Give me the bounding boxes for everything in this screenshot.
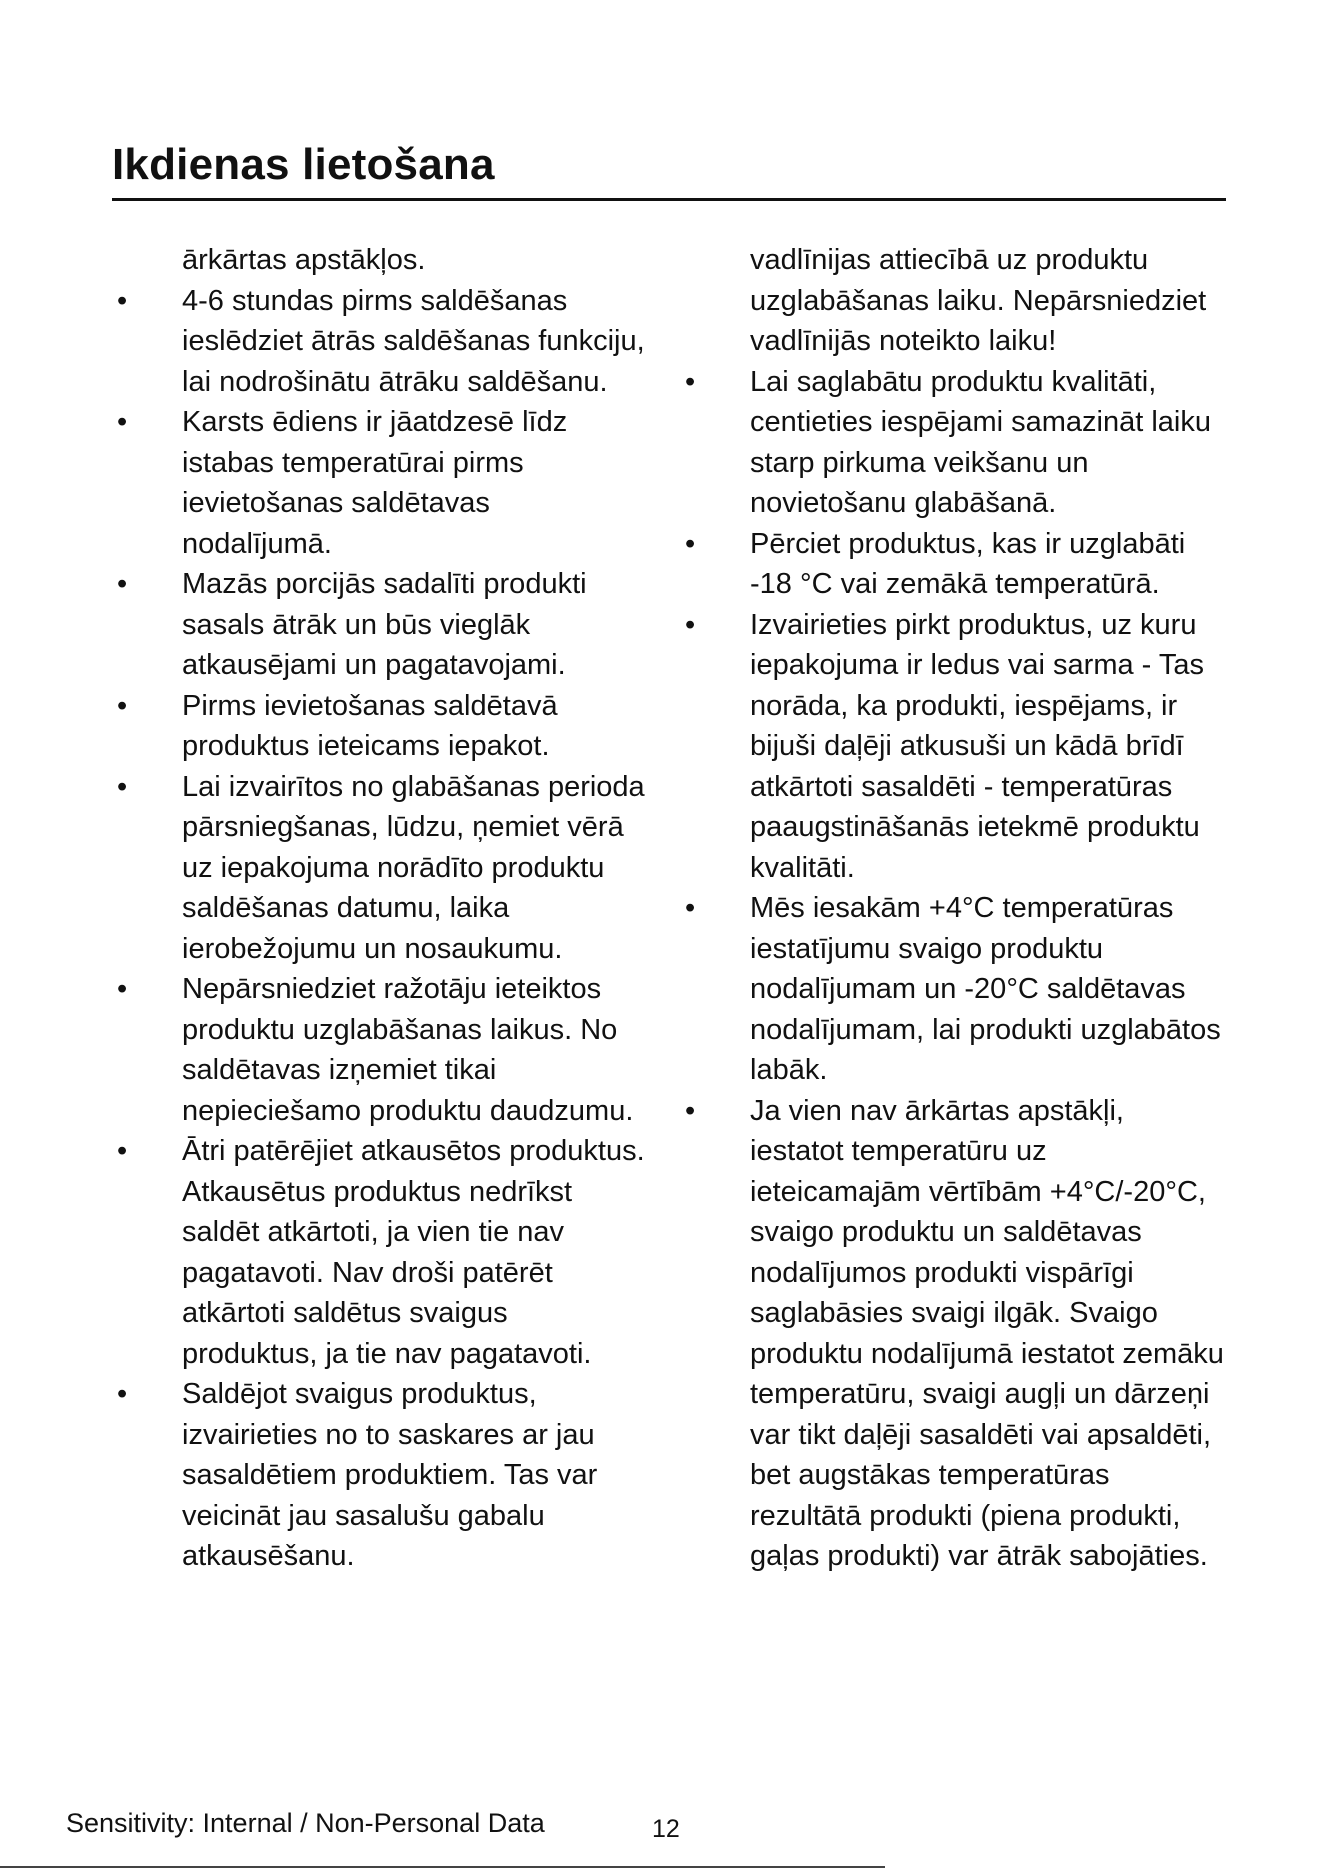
right-lead-text: vadlīnijas attiecībā uz produktu uzglabāšanas laiku. Nepārsniedziet vadlīnijās noteikto laiku! (750, 244, 1207, 357)
page-number: 12 (652, 1815, 680, 1843)
list-item-text: Karsts ēdiens ir jāatdzesē līdz istabas temperatūrai pirms ievietošanas saldētavas nodalījumā. (182, 406, 568, 560)
list-item-text: Ātri patērējiet atkausētos produktus. Atkausētus produktus nedrīkst saldēt atkārtoti, ja vien tie nav pagatavoti. Nav droši patērēt atkārtoti saldētus svaigus produktus, ja tie nav pagatavoti. (182, 1135, 645, 1370)
list-item-text: 4-6 stundas pirms saldēšanas ieslēdziet ātrās saldēšanas funkciju, lai nodrošinātu ātrāku saldēšanu. (182, 284, 645, 398)
bullet-icon: • (117, 1135, 128, 1167)
list-item-text: Saldējot svaigus produktus, izvairieties no to saskares ar jau sasaldētiem produktiem. Tas var veicināt jau sasalušu gabalu atkausēšanu. (182, 1378, 598, 1572)
bullet-icon: • (117, 568, 128, 600)
list-item (117, 402, 647, 564)
bullet-icon: • (117, 1378, 128, 1410)
footer-divider (0, 1866, 885, 1868)
list-item-text: Izvairieties pirkt produktus, uz kuru iepakojuma ir ledus vai sarma - Tas norāda, ka produkti, iespējams, ir bijuši daļēji atkusuši un kādā brīdī atkārtoti sasaldēti - temperatūras paaugstināšanās ietekmē produktu kvalitāti. (750, 608, 1204, 884)
list-item (685, 888, 1225, 1091)
sensitivity-label: Sensitivity: Internal / Non-Personal Data (66, 1808, 545, 1838)
list-item (685, 1091, 1225, 1577)
list-item (685, 362, 1225, 524)
list-item-text: Pērciet produktus, kas ir uzglabāti -18 °C vai zemākā temperatūrā. (750, 527, 1186, 600)
left-column (117, 240, 647, 1577)
list-item (117, 281, 647, 403)
list-item-text: Mēs iesakām +4°C temperatūras iestatījumu svaigo produktu nodalījumam un -20°C saldētavas nodalījumam, lai produkti uzglabātos labāk. (750, 892, 1221, 1086)
list-item (117, 1374, 647, 1577)
list-item-text: Lai saglabātu produktu kvalitāti, centieties iespējami samazināt laiku starp pirkuma veikšanu un novietošanu glabāšanā. (750, 365, 1211, 519)
list-item-text: Lai izvairītos no glabāšanas perioda pārsniegšanas, lūdzu, ņemiet vērā uz iepakojuma norādīto produktu saldēšanas datumu, laika ierobežojumu un nosaukumu. (182, 770, 645, 965)
list-item-text: Mazās porcijās sadalīti produkti sasals ātrāk un būs vieglāk atkausējami un pagatavojami. (182, 568, 587, 681)
bullet-icon: • (685, 365, 696, 398)
bullet-icon: • (685, 527, 696, 560)
right-column (685, 240, 1225, 1577)
list-item-text: Pirms ievietošanas saldētavā produktus ieteicams iepakot. (182, 689, 558, 762)
list-item-text: Nepārsniedziet ražotāju ieteiktos produktu uzglabāšanas laikus. No saldētavas izņemiet tikai nepieciešamo produktu daudzumu. (182, 973, 634, 1127)
title-divider (112, 198, 1226, 201)
bullet-icon: • (685, 892, 696, 924)
bullet-icon: • (117, 689, 128, 722)
list-item (117, 767, 647, 970)
bullet-icon: • (685, 608, 696, 641)
list-item (117, 969, 647, 1131)
page-title: Ikdienas lietošana (112, 140, 495, 189)
bullet-icon: • (685, 1094, 696, 1127)
list-item-text: Ja vien nav ārkārtas apstākļi, iestatot temperatūru uz ieteicamajām vērtībām +4°C/-20°C, svaigo produktu un saldētavas nodalījumos produkti vispārīgi saglabāsies svaigi ilgāk. Svaigo produktu nodalījumā iestatot zemāku temperatūru, svaigi augļi un dārzeņi var tikt daļēji sasaldēti vai apsaldēti, bet augstākas temperatūras rezultātā produkti (piena produkti, gaļas produkti) var ātrāk sabojāties. (750, 1094, 1224, 1572)
list-item (117, 564, 647, 686)
bullet-icon: • (117, 770, 128, 803)
bullet-icon: • (117, 284, 128, 317)
list-item (685, 605, 1225, 889)
left-lead-text: ārkārtas apstākļos. (182, 244, 426, 276)
list-item (117, 1131, 647, 1374)
bullet-icon: • (117, 973, 128, 1005)
bullet-icon: • (117, 406, 128, 438)
list-item (685, 524, 1225, 605)
list-item (117, 686, 647, 767)
